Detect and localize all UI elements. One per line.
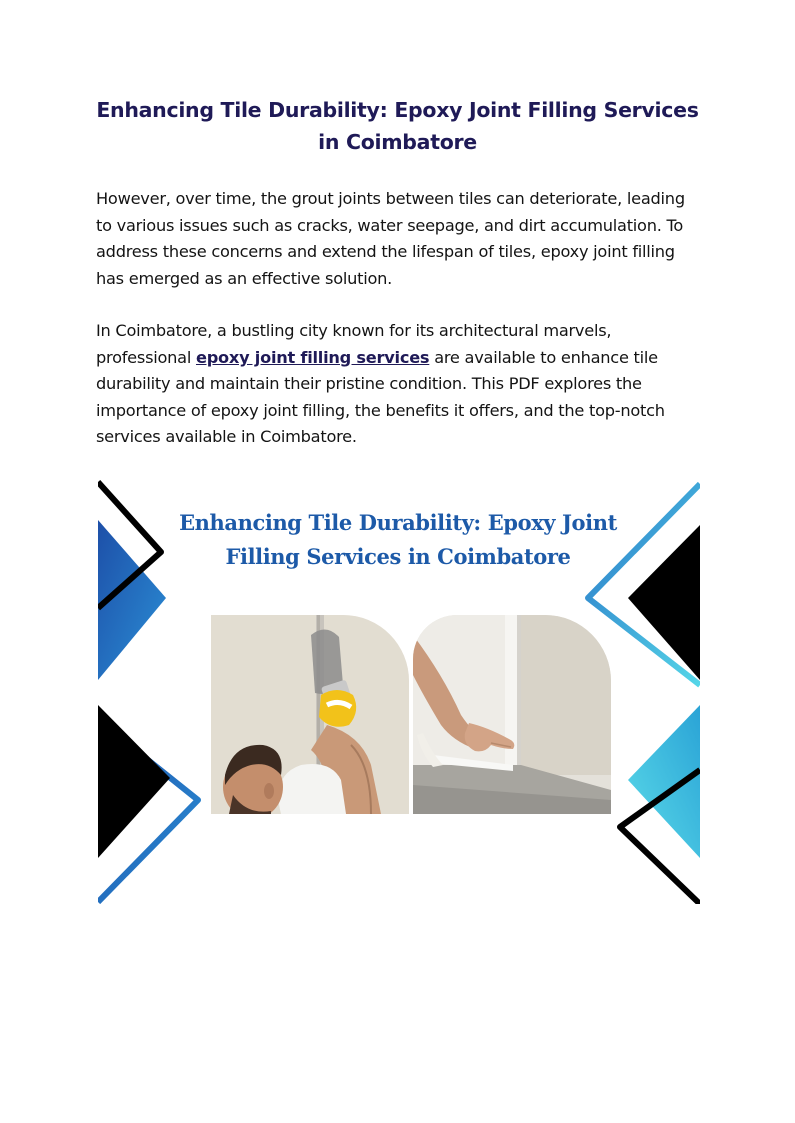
paragraph-text-after-link: are available to enhance tile durability and maintain their pristine condition. This PDF explores the importance of epoxy joint filling, the benefits it offers, and the top-notch services available in Coimbatore. <box>96 347 665 447</box>
paragraph-intro: However, over time, the grout joints between tiles can deteriorate, leading to various issues such as cracks, water seepage, and dirt accumulation. To address these concerns and extend the lifespan of tiles, epoxy joint filling has emerged as an effective solution. <box>96 189 685 288</box>
banner-title: Enhancing Tile Durability: Epoxy Joint Filling Services in Coimbatore <box>179 510 617 569</box>
paragraph-coimbatore <box>96 318 700 451</box>
banner-image <box>98 480 700 904</box>
paragraph-text-before-link: In Coimbatore, a bustling city known for its architectural marvels, professional <box>96 321 612 367</box>
hand-sealing-floor-joint-photo <box>413 615 611 814</box>
deco-left-black-diamond <box>98 705 170 858</box>
deco-right-cyan-diamond <box>628 705 700 858</box>
epoxy-services-link[interactable]: epoxy joint filling services <box>195 347 430 367</box>
worker-applying-filler-photo <box>211 615 409 814</box>
document-title: Enhancing Tile Durability: Epoxy Joint Filling Services in Coimbatore <box>96 98 699 154</box>
